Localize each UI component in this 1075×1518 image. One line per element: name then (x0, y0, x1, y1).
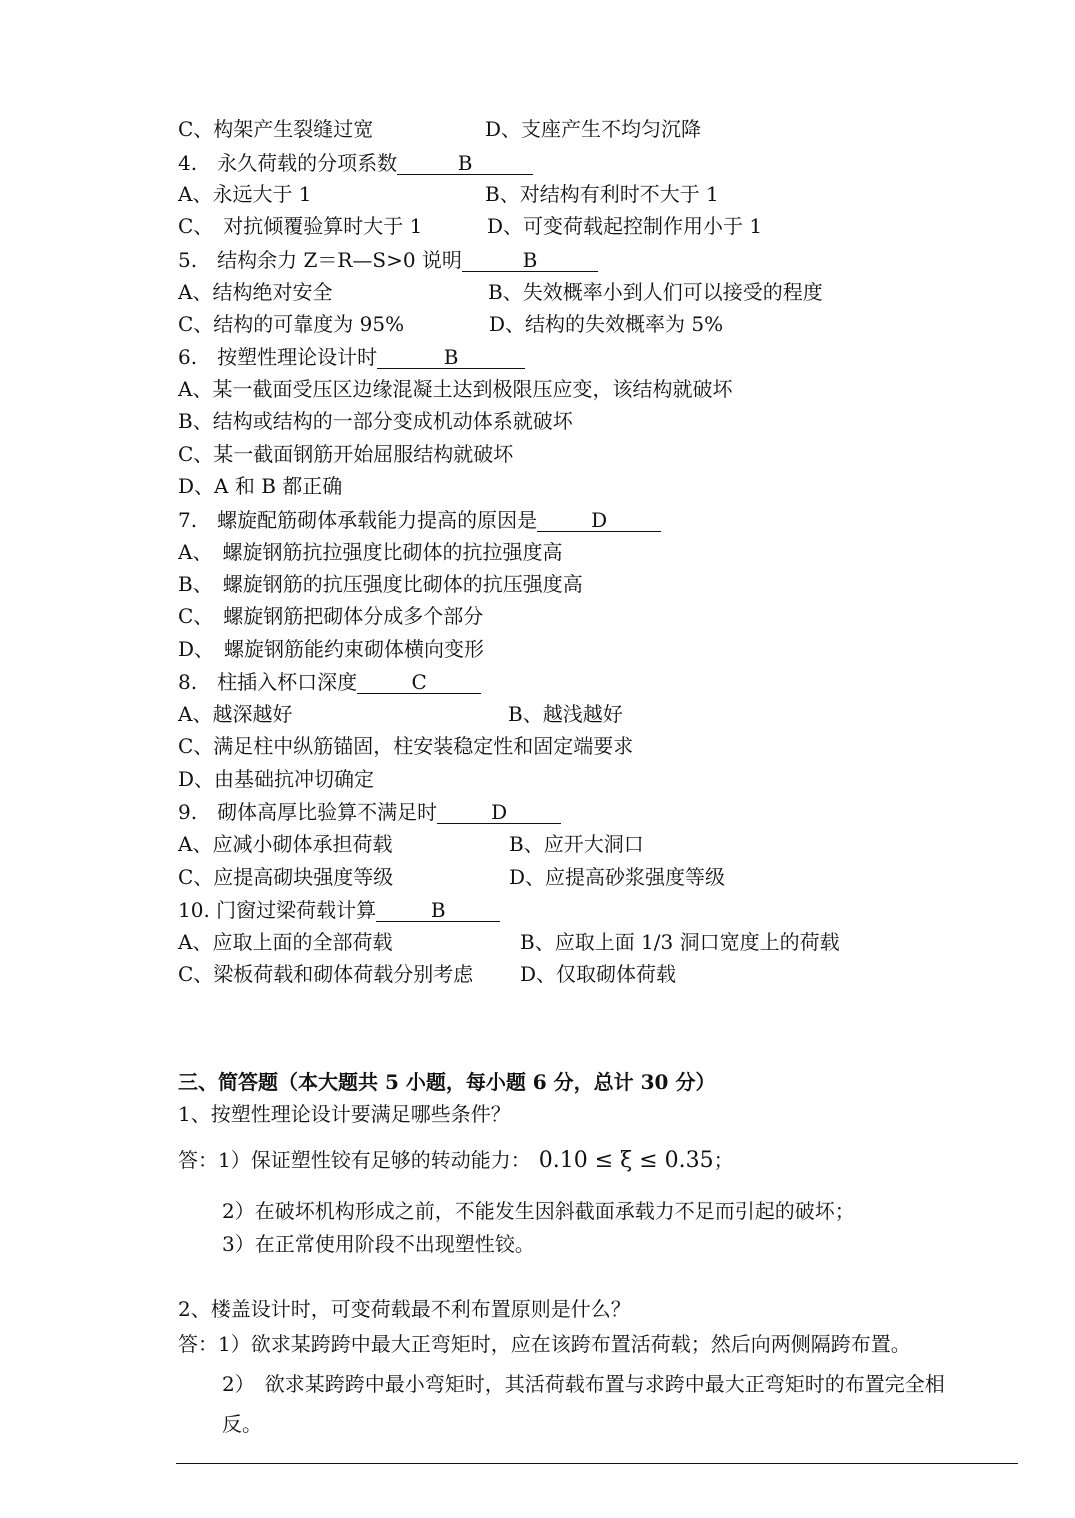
q10-stem (178, 897, 500, 923)
q9-option-c: C、应提高砌块强度等级 (178, 865, 394, 889)
q8-stem (178, 669, 481, 695)
q7-stem (178, 507, 661, 533)
q10-option-c: C、梁板荷载和砌体荷载分别考虑 (178, 962, 474, 986)
q8-option-b: B、越浅越好 (508, 702, 623, 726)
q4-option-a: A、永远大于 1 (178, 182, 312, 206)
q5-option-c: C、结构的可靠度为 95% (178, 312, 405, 336)
q7-stem-text: 7. 螺旋配筋砌体承载能力提高的原因是 (178, 508, 538, 532)
q6-stem (178, 344, 525, 370)
q6-answer-blank: B (377, 346, 525, 369)
q6-option-d: D、A 和 B 都正确 (178, 474, 343, 498)
sa-q1-answer-text: 答：1）保证塑性铰有足够的转动能力： (178, 1148, 531, 1172)
q4-answer-blank: B (397, 152, 533, 175)
footer-divider (176, 1463, 1018, 1464)
q4-option-c: C、 对抗倾覆验算时大于 1 (178, 214, 423, 238)
q8-option-d: D、由基础抗冲切确定 (178, 767, 375, 791)
q10-option-a: A、应取上面的全部荷载 (178, 930, 393, 954)
q9-option-b: B、应开大洞口 (509, 832, 644, 856)
q8-options-row1 (178, 701, 623, 727)
section3-heading: 三、简答题（本大题共 5 小题，每小题 6 分，总计 30 分） (178, 1070, 716, 1094)
q10-answer-blank: B (376, 899, 500, 922)
q6-option-b: B、结构或结构的一部分变成机动体系就破坏 (178, 409, 573, 433)
q5-stem-text: 5. 结构余力 Z＝R—S>0 说明 (178, 248, 462, 272)
q9-answer-blank: D (437, 801, 561, 824)
q9-option-a: A、应减小砌体承担荷载 (178, 832, 393, 856)
q5-options-row1 (178, 279, 823, 305)
q6-option-c: C、某一截面钢筋开始屈服结构就破坏 (178, 442, 514, 466)
q4-stem (178, 150, 533, 176)
q7-option-a: A、 螺旋钢筋抗拉强度比砌体的抗拉强度高 (178, 540, 563, 564)
sa-q1-answer-line1 (178, 1147, 734, 1174)
q8-answer-blank: C (357, 671, 481, 694)
q10-stem-text: 10. 门窗过梁荷载计算 (178, 898, 377, 922)
sa-q2-question: 2、楼盖设计时，可变荷载最不利布置原则是什么？ (178, 1297, 631, 1321)
q5-option-a: A、结构绝对安全 (178, 280, 333, 304)
q10-options-row1 (178, 929, 840, 955)
sa-q2-answer-line2: 2） 欲求某跨跨中最小弯矩时，其活荷载布置与求跨中最大正弯矩时的布置完全相 (222, 1372, 945, 1396)
q5-option-b: B、失效概率小到人们可以接受的程度 (488, 280, 823, 304)
q4-options-row1 (178, 181, 719, 207)
q3-option-d: D、支座产生不均匀沉降 (485, 117, 702, 141)
q9-stem (178, 799, 561, 825)
sa-q2-answer-line1: 答：1）欲求某跨跨中最大正弯矩时，应在该跨布置活荷载；然后向两侧隔跨布置。 (178, 1332, 911, 1356)
q7-option-c: C、 螺旋钢筋把砌体分成多个部分 (178, 604, 484, 628)
sa-q1-question: 1、按塑性理论设计要满足哪些条件？ (178, 1102, 511, 1126)
q5-answer-blank: B (462, 249, 598, 272)
q4-stem-text: 4. 永久荷载的分项系数 (178, 151, 398, 175)
formula-semicolon: ； (713, 1148, 734, 1172)
q7-option-d: D、 螺旋钢筋能约束砌体横向变形 (178, 637, 485, 661)
q4-options-row2 (178, 213, 762, 239)
q9-option-d: D、应提高砂浆强度等级 (509, 865, 726, 889)
q3-option-c: C、构架产生裂缝过宽 (178, 117, 374, 141)
q7-answer-blank: D (537, 509, 661, 532)
q10-option-b: B、应取上面 1/3 洞口宽度上的荷载 (520, 930, 840, 954)
q10-option-d: D、仅取砌体荷载 (520, 962, 677, 986)
q6-option-a: A、某一截面受压区边缘混凝土达到极限压应变，该结构就破坏 (178, 377, 733, 401)
sa-q1-answer-line3: 3）在正常使用阶段不出现塑性铰。 (222, 1232, 535, 1256)
q10-options-row2 (178, 961, 676, 987)
q7-option-b: B、 螺旋钢筋的抗压强度比砌体的抗压强度高 (178, 572, 583, 596)
q8-option-c: C、满足柱中纵筋锚固，柱安装稳定性和固定端要求 (178, 734, 634, 758)
q3-options-row (178, 116, 701, 142)
q9-options-row2 (178, 864, 725, 890)
q8-stem-text: 8. 柱插入杯口深度 (178, 670, 358, 694)
sa-q2-answer-line3: 反。 (222, 1412, 262, 1436)
q9-stem-text: 9. 砌体高厚比验算不满足时 (178, 800, 438, 824)
q5-options-row2 (178, 311, 723, 337)
q8-option-a: A、越深越好 (178, 702, 293, 726)
plastic-hinge-formula: 0.10 ≤ ξ ≤ 0.35 (538, 1148, 714, 1173)
sa-q1-answer-line2: 2）在破坏机构形成之前，不能发生因斜截面承载力不足而引起的破坏； (222, 1199, 855, 1223)
q5-option-d: D、结构的失效概率为 5% (489, 312, 724, 336)
q9-options-row1 (178, 831, 644, 857)
q4-option-d: D、可变荷载起控制作用小于 1 (487, 214, 763, 238)
q6-stem-text: 6. 按塑性理论设计时 (178, 345, 378, 369)
q5-stem (178, 247, 598, 273)
q4-option-b: B、对结构有利时不大于 1 (485, 182, 719, 206)
